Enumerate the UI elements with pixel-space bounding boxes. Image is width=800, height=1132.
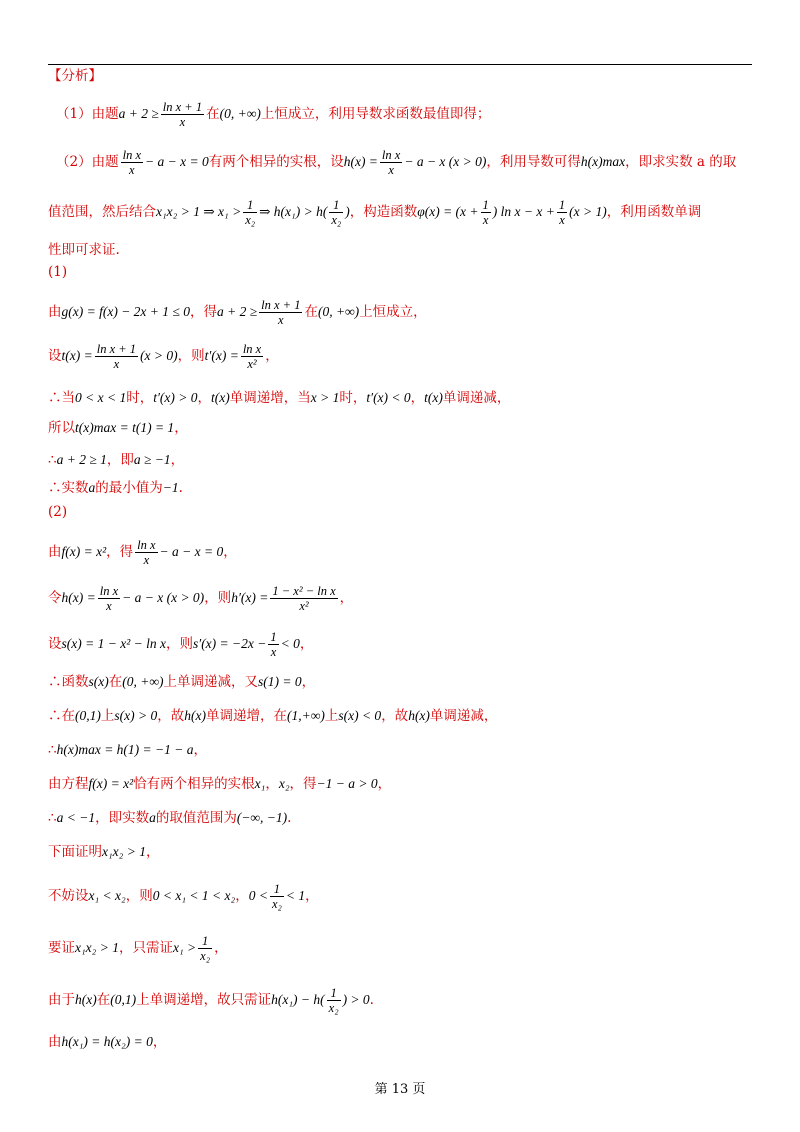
text: ，只需证 [118,940,173,956]
text: 单调递减， [429,708,498,724]
text: ， [301,674,316,690]
math: f(x) = x² [61,544,107,559]
math: ) ln x − x + [492,204,555,219]
text: ∴当 [48,390,75,406]
text: ，得 [106,544,134,560]
math: x₁x₂ > 1 [75,940,119,955]
math: (x > 0) [140,348,178,363]
text: ，得 [189,304,217,320]
math: a + 2 ≥ [118,106,159,121]
text: (2) [48,504,68,520]
text: 设 [48,636,62,652]
math: < 0 [280,636,300,651]
fraction-den: x₂ [200,949,211,963]
fraction-den: x [143,553,150,567]
part1-line-6 [48,478,183,498]
text: ，即实数 [95,810,150,826]
text: . [369,992,374,1008]
fraction [243,198,257,227]
text: ，故 [381,708,409,724]
math: −1 − a > 0 [316,776,378,791]
fraction-num: ln x + 1 [162,100,203,114]
math: s(x) [88,674,109,689]
text: 设 [48,348,62,364]
math: x₂ [278,776,290,791]
fraction-num: 1 [270,882,284,897]
text: ， [339,590,354,606]
fraction [95,342,138,371]
math: t′(x) > 0 [153,390,198,405]
fraction-num: 1 [198,934,212,949]
text: 由 [48,544,62,560]
fraction-den: x² [247,357,257,371]
text: 在 [96,992,111,1008]
part2-line-3 [48,630,313,659]
text: ， [152,1034,167,1050]
part2-line-5 [48,706,497,726]
math: t(x) [424,390,443,405]
text: 由方程 [48,776,89,792]
fraction-den: x [278,313,284,327]
fraction-den: x₂ [328,1001,339,1015]
text: ∴实数 [48,480,89,496]
text: ，则 [125,888,153,904]
text: 的最小值为 [95,480,163,496]
math: s(x) = 1 − x² − ln x [61,636,166,651]
math: s(1) = 0 [257,674,302,689]
text: 在 [108,674,123,690]
analysis-line-3 [48,198,701,227]
math: a + 2 ≥ [216,304,258,319]
fraction-num: ln x + 1 [261,298,301,312]
text: ∴在 [48,708,75,724]
math: h(x) [184,708,206,723]
math: − a − x = 0 [145,154,209,169]
fraction [270,584,337,613]
math: ) > 0 [342,992,370,1007]
fraction-den: x [482,213,489,227]
math: h(x) = [61,590,96,605]
math: f(x) = x² [88,776,134,791]
part1-line-5 [48,450,184,470]
fraction [327,986,341,1015]
math: (1,+∞) [286,708,325,723]
fraction-num: ln x [99,584,119,598]
part2-line-13 [48,1032,166,1052]
fraction-num: 1 [482,198,489,212]
fraction-den: x [179,115,186,129]
text: 时， [126,390,154,406]
math: − a − x = 0 [159,544,224,559]
math: s(x) > 0 [114,708,158,723]
math: 0 < [248,888,268,903]
fraction [329,198,343,227]
part2-line-2 [48,584,353,613]
text: (1) [48,264,68,280]
text: 恰有两个相异的实根 [133,776,255,792]
text: ，得 [289,776,317,792]
fraction [241,342,263,371]
math: h(x) [408,708,430,723]
text: 要证 [48,940,75,956]
part2-line-4 [48,672,315,692]
text: . [287,810,292,826]
text: ， [170,452,185,468]
math: a ≥ −1 [133,452,171,467]
math: h′(x) = [231,590,269,605]
text: 上 [100,708,115,724]
part2-line-10 [48,882,319,911]
math: < 1 [285,888,306,903]
text: ，则 [204,590,232,606]
fraction-den: x [106,599,112,613]
math: x₁ [254,776,266,791]
text: 所以 [48,420,75,436]
math: s(x) < 0 [338,708,382,723]
math: ) [345,204,350,219]
fraction-num: 1 [558,198,566,212]
fraction [268,630,278,659]
text: ，构造函数 [349,204,418,220]
part1-line-2 [48,342,279,371]
fraction-den: x [113,357,120,371]
fraction-num: 1 − x² − ln x [272,584,336,598]
text: 单调递增，在 [205,708,287,724]
math: x > 1 [310,390,340,405]
text: 单调递减， [442,390,511,406]
fraction [121,148,143,177]
math: x₁x₂ > 1 [102,844,146,859]
text: ∴函数 [48,674,89,690]
text: 在 [206,106,220,122]
text: ， [174,420,188,436]
text: . [178,480,183,496]
text: 上恒成立， [359,304,427,320]
text: （1）由题 [56,106,119,122]
fraction [259,298,302,327]
math: t(x)max = t(1) = 1 [75,420,175,435]
math: h(x) [75,992,97,1007]
fraction-den: x₂ [271,897,282,911]
math: a [149,810,156,825]
fraction-num: ln x [381,148,401,162]
analysis-line-1 [56,100,490,129]
math: t(x) [211,390,230,405]
math: h(x)max = h(1) = −1 − a [56,742,194,757]
text: 由于 [48,992,75,1008]
fraction-num: ln x + 1 [96,342,137,356]
fraction [98,584,120,613]
fraction-den: x₂ [245,213,256,227]
text: ， [235,888,249,904]
text: ， [299,636,314,652]
text: 时， [339,390,367,406]
fraction-num: 1 [327,986,341,1001]
math: 0 < x < 1 [75,390,127,405]
part2-line-9 [48,842,159,862]
analysis-line-2 [56,148,736,177]
text: ， [410,390,425,406]
fraction [135,538,157,567]
text: 的取值范围为 [155,810,237,826]
part2-line-7 [48,774,391,794]
fraction-num: 1 [329,198,343,213]
text: 有两个相异的实根，设 [208,154,344,170]
text: （2）由题 [56,154,119,170]
text: ， [223,544,237,560]
fraction [270,882,284,911]
math: φ(x) = (x + [417,204,479,219]
text: ，则 [165,636,193,652]
part2-line-11 [48,934,228,963]
page-number: 第 13 页 [374,1082,426,1097]
math: a [88,480,96,495]
math: x₁ > [172,940,197,955]
fraction [198,934,212,963]
text: 性即可求证. [48,242,120,258]
text: ，即求实数 a 的取 [625,154,737,170]
text: 值范围，然后结合 [48,204,156,220]
fraction-num: 1 [243,198,257,213]
text: 由 [48,1034,62,1050]
text: ， [265,348,279,364]
analysis-heading: 【分析】 [48,68,102,84]
text: ， [214,940,228,956]
text: ∴ [48,810,57,826]
text: ，利用导数可得 [486,154,581,170]
part2-line-1 [48,538,237,567]
text: ，故 [157,708,185,724]
math: a < −1 [56,810,96,825]
text: ， [145,844,160,860]
text: ，利用函数单调 [606,204,702,220]
text: 上单调递增，故只需证 [136,992,272,1008]
part1-line-3 [48,388,510,408]
text: 上 [324,708,339,724]
part2-line-12 [48,986,374,1015]
math: − a − x (x > 0) [122,590,205,605]
math: 0 < x₁ < 1 < x₂ [152,888,236,903]
text: 下面证明 [48,844,102,860]
math: −1 [162,480,179,495]
analysis-line-4 [48,240,120,260]
fraction-den: x² [299,599,309,613]
part1-line-1 [48,298,427,327]
part1-line-4 [48,418,188,438]
fraction-num: ln x [137,538,156,552]
math: t(x) = [61,348,93,363]
part1-label [48,262,67,282]
math: t′(x) < 0 [366,390,411,405]
analysis-label [48,66,102,86]
fraction [380,148,402,177]
math: − a − x (x > 0) [404,154,487,169]
text: 不妨设 [48,888,89,904]
math: (0, +∞) [317,304,360,319]
text: ， [265,776,279,792]
header-rule [48,64,752,65]
text: 在 [304,304,318,320]
text: 由 [48,304,62,320]
part2-label [48,502,67,522]
math: ⇒ h(x₁) > h( [259,204,328,219]
text: ， [197,390,212,406]
fraction-den: x [559,213,565,227]
math: (0, +∞) [122,674,164,689]
text: ， [305,888,319,904]
text: ∴ [48,742,57,758]
text: 令 [48,590,62,606]
part2-line-6 [48,740,207,760]
fraction-den: x₂ [331,213,342,227]
math: (x > 1) [569,204,607,219]
math: h(x₁) − h( [271,992,325,1007]
math: h(x) = [343,154,378,169]
fraction-num: ln x [122,148,141,162]
fraction-den: x [388,163,394,177]
text: 上单调递减，又 [163,674,258,690]
fraction [161,100,204,129]
text: ，即 [106,452,134,468]
fraction [557,198,567,227]
math: a + 2 ≥ 1 [56,452,107,467]
fraction-num: 1 [270,630,277,644]
math: h(x)max [580,154,626,169]
fraction-den: x [129,163,135,177]
math: (0, +∞) [219,106,261,121]
math: (0,1) [110,992,137,1007]
math: x₁ < x₂ [88,888,126,903]
math: (−∞, −1) [236,810,288,825]
text: ∴ [48,452,57,468]
text: 单调递增，当 [229,390,311,406]
fraction-num: ln x [242,342,262,356]
math: t′(x) = [204,348,239,363]
math: h(x₁) = h(x₂) = 0 [61,1034,153,1049]
text: 上恒成立，利用导数求函数最值即得； [260,106,491,122]
text: ，则 [177,348,205,364]
fraction-den: x [270,645,277,659]
math: (0,1) [75,708,101,723]
math: g(x) = f(x) − 2x + 1 ≤ 0 [61,304,190,319]
math: s′(x) = −2x − [192,636,267,651]
text: ， [193,742,207,758]
math: x₁x₂ > 1 ⇒ x₁ > [156,204,242,219]
fraction [481,198,491,227]
part2-line-8 [48,808,291,828]
text: ， [377,776,392,792]
